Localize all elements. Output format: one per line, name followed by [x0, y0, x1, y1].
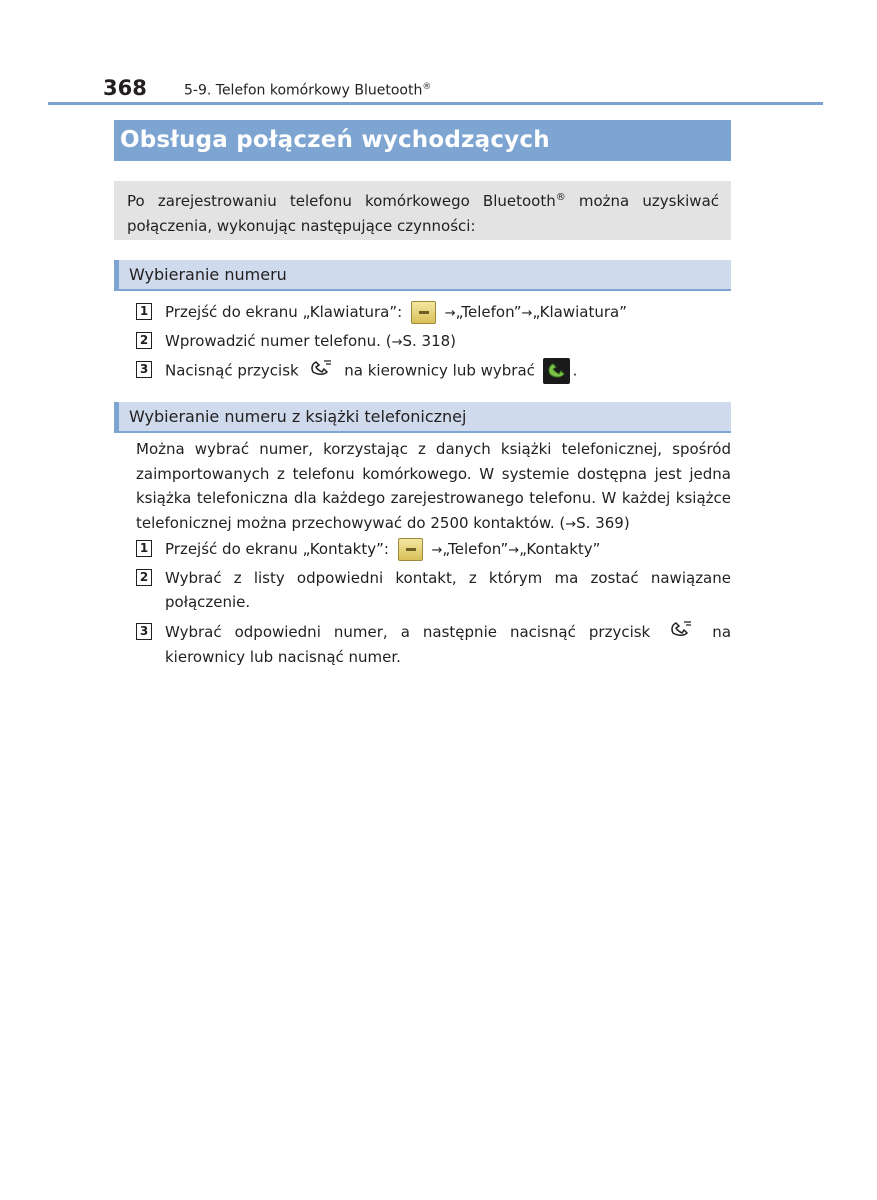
arrow-icon: → [391, 335, 403, 350]
section-heading-phonebook: Wybieranie numeru z książki telefonicznej [114, 402, 731, 433]
phone-switch-icon [669, 620, 693, 645]
step-number: 2 [136, 332, 152, 349]
intro-box [114, 181, 731, 240]
step-text-part: . [572, 361, 578, 380]
dial-step-1 [136, 300, 731, 326]
step-number: 3 [136, 623, 152, 640]
step-number: 1 [136, 540, 152, 557]
step-number: 3 [136, 361, 152, 378]
arrow-icon: → [444, 306, 456, 321]
page-title: Obsługa połączeń wychodzących [114, 120, 731, 161]
step-text [165, 300, 731, 326]
step-text [165, 329, 731, 355]
arrow-icon: → [565, 516, 577, 532]
arrow-icon: → [508, 543, 520, 558]
phone-switch-icon [309, 359, 333, 384]
menu-button-icon [411, 301, 436, 324]
step-text-part: Przejść do ekranu „Klawiatura”: [165, 303, 407, 321]
page-header [0, 72, 877, 106]
step-text-part: na kierownicy lub wybrać [339, 361, 540, 380]
dial-step-3 [136, 358, 731, 384]
phonebook-step-1 [136, 537, 731, 563]
chapter-title [184, 82, 431, 99]
arrow-icon: → [521, 306, 533, 321]
menu-button-icon [398, 538, 423, 561]
intro-text-1: Po zarejestrowaniu telefonu komórkowego Bluetooth [127, 192, 556, 210]
call-button-icon [543, 358, 570, 384]
header-rule [48, 102, 823, 105]
step-text [165, 620, 731, 669]
intro-registered-mark: ® [555, 192, 566, 203]
step-text-part: „Telefon” [442, 540, 509, 558]
step-text-part: Przejść do ekranu „Kontakty”: [165, 540, 394, 558]
step-text [165, 358, 731, 384]
step-text-part: Nacisnąć przycisk [165, 361, 304, 380]
phonebook-step-3 [136, 620, 731, 669]
arrow-icon: → [431, 543, 443, 558]
step-text: Wybrać z listy odpowiedni kontakt, z którym ma zostać nawiązane połączenie. [165, 569, 731, 611]
registered-mark: ® [422, 82, 432, 92]
step-text-part: na kierownicy lub nacisnąć numer. [165, 623, 732, 666]
step-number: 1 [136, 303, 152, 320]
step-text-part: „Telefon” [455, 303, 522, 321]
step-text-part: Wprowadzić numer telefonu. ( [165, 332, 392, 350]
section-heading-dial: Wybieranie numeru [114, 260, 731, 291]
chapter-title-text: 5-9. Telefon komórkowy Bluetooth [184, 82, 423, 99]
step-text [165, 537, 731, 563]
dial-step-2 [136, 329, 731, 355]
phonebook-paragraph [136, 437, 731, 537]
step-text-part: Wybrać odpowiedni numer, a następnie nacisnąć przycisk [165, 623, 664, 641]
step-text-part: „Klawiatura” [532, 303, 628, 321]
step-text-part: S. 318) [402, 332, 457, 350]
phonebook-step-2 [136, 566, 731, 614]
intro-text-2: można uzyskiwać połączenia, wykonując następujące czynności: [127, 192, 720, 235]
page-number: 368 [103, 76, 147, 100]
paragraph-text: S. 369) [576, 513, 630, 532]
step-number: 2 [136, 569, 152, 586]
paragraph-text: Można wybrać numer, korzystając z danych książki telefonicznej, spośród zaimportowanych z telefonu komórkowego. W systemie dostępna jest jedna książka telefoniczna dla każdego zarejestrowanego telefonu. W każdej książce telefonicznej można przechowywać do 2500 kontaktów. ( [136, 440, 731, 532]
step-text-part: „Kontakty” [519, 540, 601, 558]
